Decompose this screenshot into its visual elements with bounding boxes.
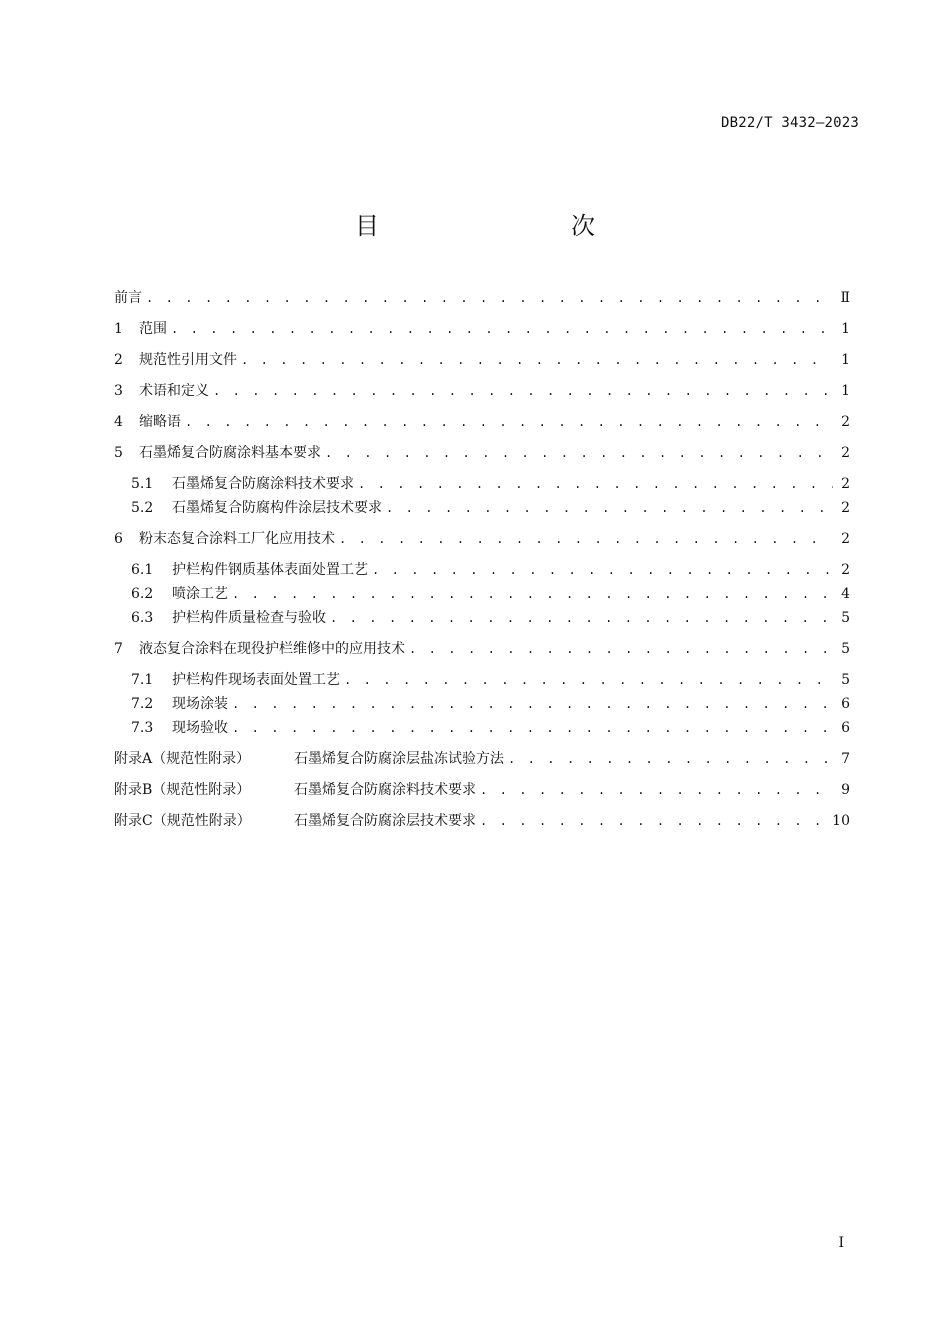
toc-entry-title: 石墨烯复合防腐涂层技术要求 — [294, 813, 476, 829]
toc-leader-dots — [171, 317, 833, 341]
toc-entry[interactable] — [114, 317, 850, 341]
toc-entry-number: 7.1 — [131, 672, 154, 688]
toc-leader-dots — [409, 637, 833, 661]
toc-entry-title: 石墨烯复合防腐涂料技术要求 — [294, 782, 476, 798]
toc-entry-number: 1 — [114, 321, 123, 337]
toc-leader-dots — [339, 527, 833, 551]
toc-entry-page: 10 — [832, 813, 850, 829]
toc-entry-page: 5 — [841, 641, 850, 657]
toc-entry-number: 7 — [114, 641, 123, 657]
toc-entry-title: 液态复合涂料在现役护栏维修中的应用技术 — [139, 641, 405, 657]
toc-leader-dots — [232, 716, 833, 740]
toc-entry[interactable] — [114, 747, 850, 771]
toc-entry-title: 护栏构件现场表面处置工艺 — [172, 672, 340, 688]
toc-leader-dots — [344, 668, 833, 692]
toc-entry-number: 6.2 — [131, 586, 154, 602]
toc-entry[interactable] — [114, 472, 850, 496]
toc-entry[interactable] — [114, 441, 850, 465]
toc-entry[interactable] — [114, 527, 850, 551]
toc-leader-dots — [185, 410, 833, 434]
toc-entry[interactable] — [114, 716, 850, 740]
toc-entry[interactable] — [114, 582, 850, 606]
toc-entry[interactable] — [114, 809, 850, 833]
toc-entry-page: 6 — [841, 720, 850, 736]
toc-entry-annex-label: 附录C（规范性附录） — [114, 813, 251, 829]
toc-entry-title: 粉末态复合涂料工厂化应用技术 — [139, 531, 335, 547]
toc-entry[interactable] — [114, 668, 850, 692]
toc-leader-dots — [232, 582, 833, 606]
toc-entry-number: 7.3 — [131, 720, 154, 736]
toc-entry-number: 2 — [114, 352, 123, 368]
toc-entry-title: 石墨烯复合防腐涂料基本要求 — [139, 445, 321, 461]
toc-entry-page: 1 — [841, 352, 850, 368]
page-number: I — [838, 1235, 844, 1251]
toc-entry-annex-label: 附录B（规范性附录） — [114, 782, 251, 798]
toc-entry[interactable] — [114, 692, 850, 716]
toc-entry-number: 6 — [114, 531, 123, 547]
toc-entry-title: 喷涂工艺 — [172, 586, 228, 602]
table-of-contents — [114, 286, 850, 833]
toc-entry-page: 6 — [841, 696, 850, 712]
toc-entry-number: 5.2 — [131, 500, 154, 516]
toc-entry[interactable] — [114, 606, 850, 630]
toc-leader-dots — [241, 348, 833, 372]
toc-entry-page: 1 — [841, 383, 850, 399]
toc-entry-page: 2 — [841, 476, 850, 492]
toc-entry-page: 9 — [841, 782, 850, 798]
toc-entry[interactable] — [114, 637, 850, 661]
toc-leader-dots — [508, 747, 833, 771]
toc-entry-page: 2 — [841, 500, 850, 516]
toc-leader-dots — [325, 441, 833, 465]
toc-entry-page: 7 — [841, 751, 850, 767]
toc-entry-annex-label: 附录A（规范性附录） — [114, 751, 251, 767]
toc-entry-title: 现场涂装 — [172, 696, 228, 712]
toc-entry[interactable] — [114, 496, 850, 520]
toc-title: 目 次 — [355, 212, 643, 240]
toc-leader-dots — [213, 379, 833, 403]
toc-entry[interactable] — [114, 558, 850, 582]
toc-entry-page: 2 — [841, 445, 850, 461]
toc-leader-dots — [372, 558, 833, 582]
toc-entry-title: 现场验收 — [172, 720, 228, 736]
toc-entry-title: 缩略语 — [139, 414, 181, 430]
toc-entry-title: 术语和定义 — [139, 383, 209, 399]
toc-entry-page: 2 — [841, 531, 850, 547]
toc-entry-number: 6.1 — [131, 562, 154, 578]
toc-leader-dots — [386, 496, 833, 520]
toc-entry-page: 2 — [841, 562, 850, 578]
toc-entry-page: 5 — [841, 672, 850, 688]
toc-entry-number: 5 — [114, 445, 123, 461]
toc-entry-number: 5.1 — [131, 476, 154, 492]
toc-entry[interactable] — [114, 410, 850, 434]
toc-entry-title: 石墨烯复合防腐构件涂层技术要求 — [172, 500, 382, 516]
toc-entry-number: 6.3 — [131, 610, 154, 626]
toc-entry-number: 7.2 — [131, 696, 154, 712]
toc-entry-page: 2 — [841, 414, 850, 430]
toc-entry-title: 范围 — [139, 321, 167, 337]
toc-entry[interactable] — [114, 379, 850, 403]
toc-leader-dots — [330, 606, 833, 630]
toc-entry-page: 1 — [841, 321, 850, 337]
toc-entry-page: 5 — [841, 610, 850, 626]
document-code: DB22/T 3432—2023 — [720, 115, 859, 131]
toc-entry-title: 规范性引用文件 — [139, 352, 237, 368]
toc-entry[interactable] — [114, 286, 850, 310]
toc-leader-dots — [480, 778, 833, 802]
toc-entry-title: 石墨烯复合防腐涂料技术要求 — [172, 476, 354, 492]
toc-entry-page: Ⅱ — [840, 290, 850, 306]
toc-leader-dots — [146, 286, 833, 310]
toc-entry-page: 4 — [841, 586, 850, 602]
toc-entry[interactable] — [114, 778, 850, 802]
toc-entry-number: 4 — [114, 414, 123, 430]
toc-leader-dots — [232, 692, 833, 716]
toc-entry[interactable] — [114, 348, 850, 372]
toc-entry-title: 护栏构件钢质基体表面处置工艺 — [172, 562, 368, 578]
toc-leader-dots — [480, 809, 829, 833]
toc-entry-title: 前言 — [114, 290, 142, 306]
toc-entry-title: 护栏构件质量检查与验收 — [172, 610, 326, 626]
toc-entry-number: 3 — [114, 383, 123, 399]
toc-leader-dots — [358, 472, 833, 496]
toc-entry-title: 石墨烯复合防腐涂层盐冻试验方法 — [294, 751, 504, 767]
